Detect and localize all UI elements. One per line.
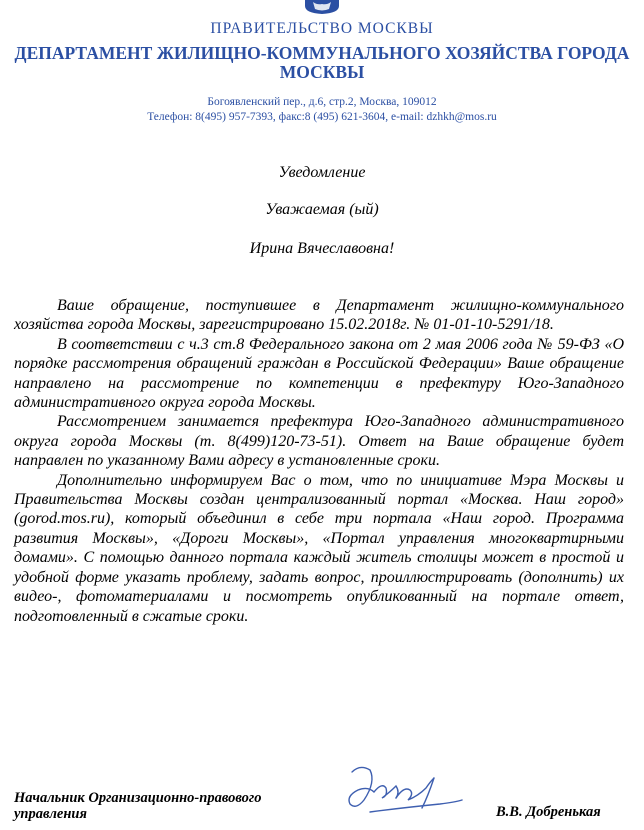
body-paragraph: Рассмотрением занимается префектура Юго-Западного административного округа города Москвы (т. 8(499)120-73-51). Ответ на Ваше обращение будет направлен по указанному Вами адресу в установленные сроки. (14, 413, 624, 470)
body-paragraph: Ваше обращение, поступившее в Департамент жилищно-коммунального хозяйства города Москвы, зарегистрировано 15.02.2018г. № 01-01-10-5291/18. (14, 297, 624, 334)
government-title: ПРАВИТЕЛЬСТВО МОСКВЫ (210, 20, 434, 37)
signer-name: В.В. Добренькая (496, 804, 601, 820)
handwritten-signature-icon (330, 752, 480, 827)
letter-body (14, 296, 624, 626)
moscow-coat-of-arms-icon (301, 0, 343, 14)
department-address: Богоявленский пер., д.6, стр.2, Москва, 109012 (207, 96, 437, 108)
addressee-name: Ирина Вячеславовна! (249, 240, 395, 257)
signer-position-line1: Начальник Организационно-правового (14, 790, 262, 806)
signer-position-line2: управления (14, 806, 87, 822)
department-title (0, 44, 644, 82)
body-paragraph: В соответствии с ч.3 ст.8 Федерального закона от 2 мая 2006 года № 59-ФЗ «О порядке рассмотрения обращений граждан в Российской Федерации» Ваше обращение направлено на рассмотрение по компетенции в префектуру Юго-Западного административного округа города Москвы. (14, 335, 624, 412)
signer-position (14, 790, 262, 822)
department-title-line2: МОСКВЫ (279, 62, 365, 82)
body-paragraph: Дополнительно информируем Вас о том, что по инициативе Мэра Москвы и Правительства Москвы создан централизованный портал «Москва. Наш город» (gorod.mos.ru), который объединил в себе три портала «Наш город. Программа развития Москвы», «Дороги Москвы», «Портал управления многоквартирными домами». С помощью данного портала каждый житель столицы может в простой и удобной форме указать проблему, задать вопрос, проиллюстрировать (дополнить) их видео-, фотоматериалами и посмотреть опубликованный на портале ответ, подготовленный в сжатые сроки. (14, 471, 624, 625)
notice-heading: Уведомление (278, 164, 366, 181)
salutation: Уважаемая (ый) (265, 201, 379, 218)
department-title-line1: ДЕПАРТАМЕНТ ЖИЛИЩНО-КОММУНАЛЬНОГО ХОЗЯЙСТВА ГОРОДА (14, 43, 630, 63)
department-contacts: Телефон: 8(495) 957-7393, факс:8 (495) 621-3604, e-mail: dzhkh@mos.ru (147, 111, 497, 123)
